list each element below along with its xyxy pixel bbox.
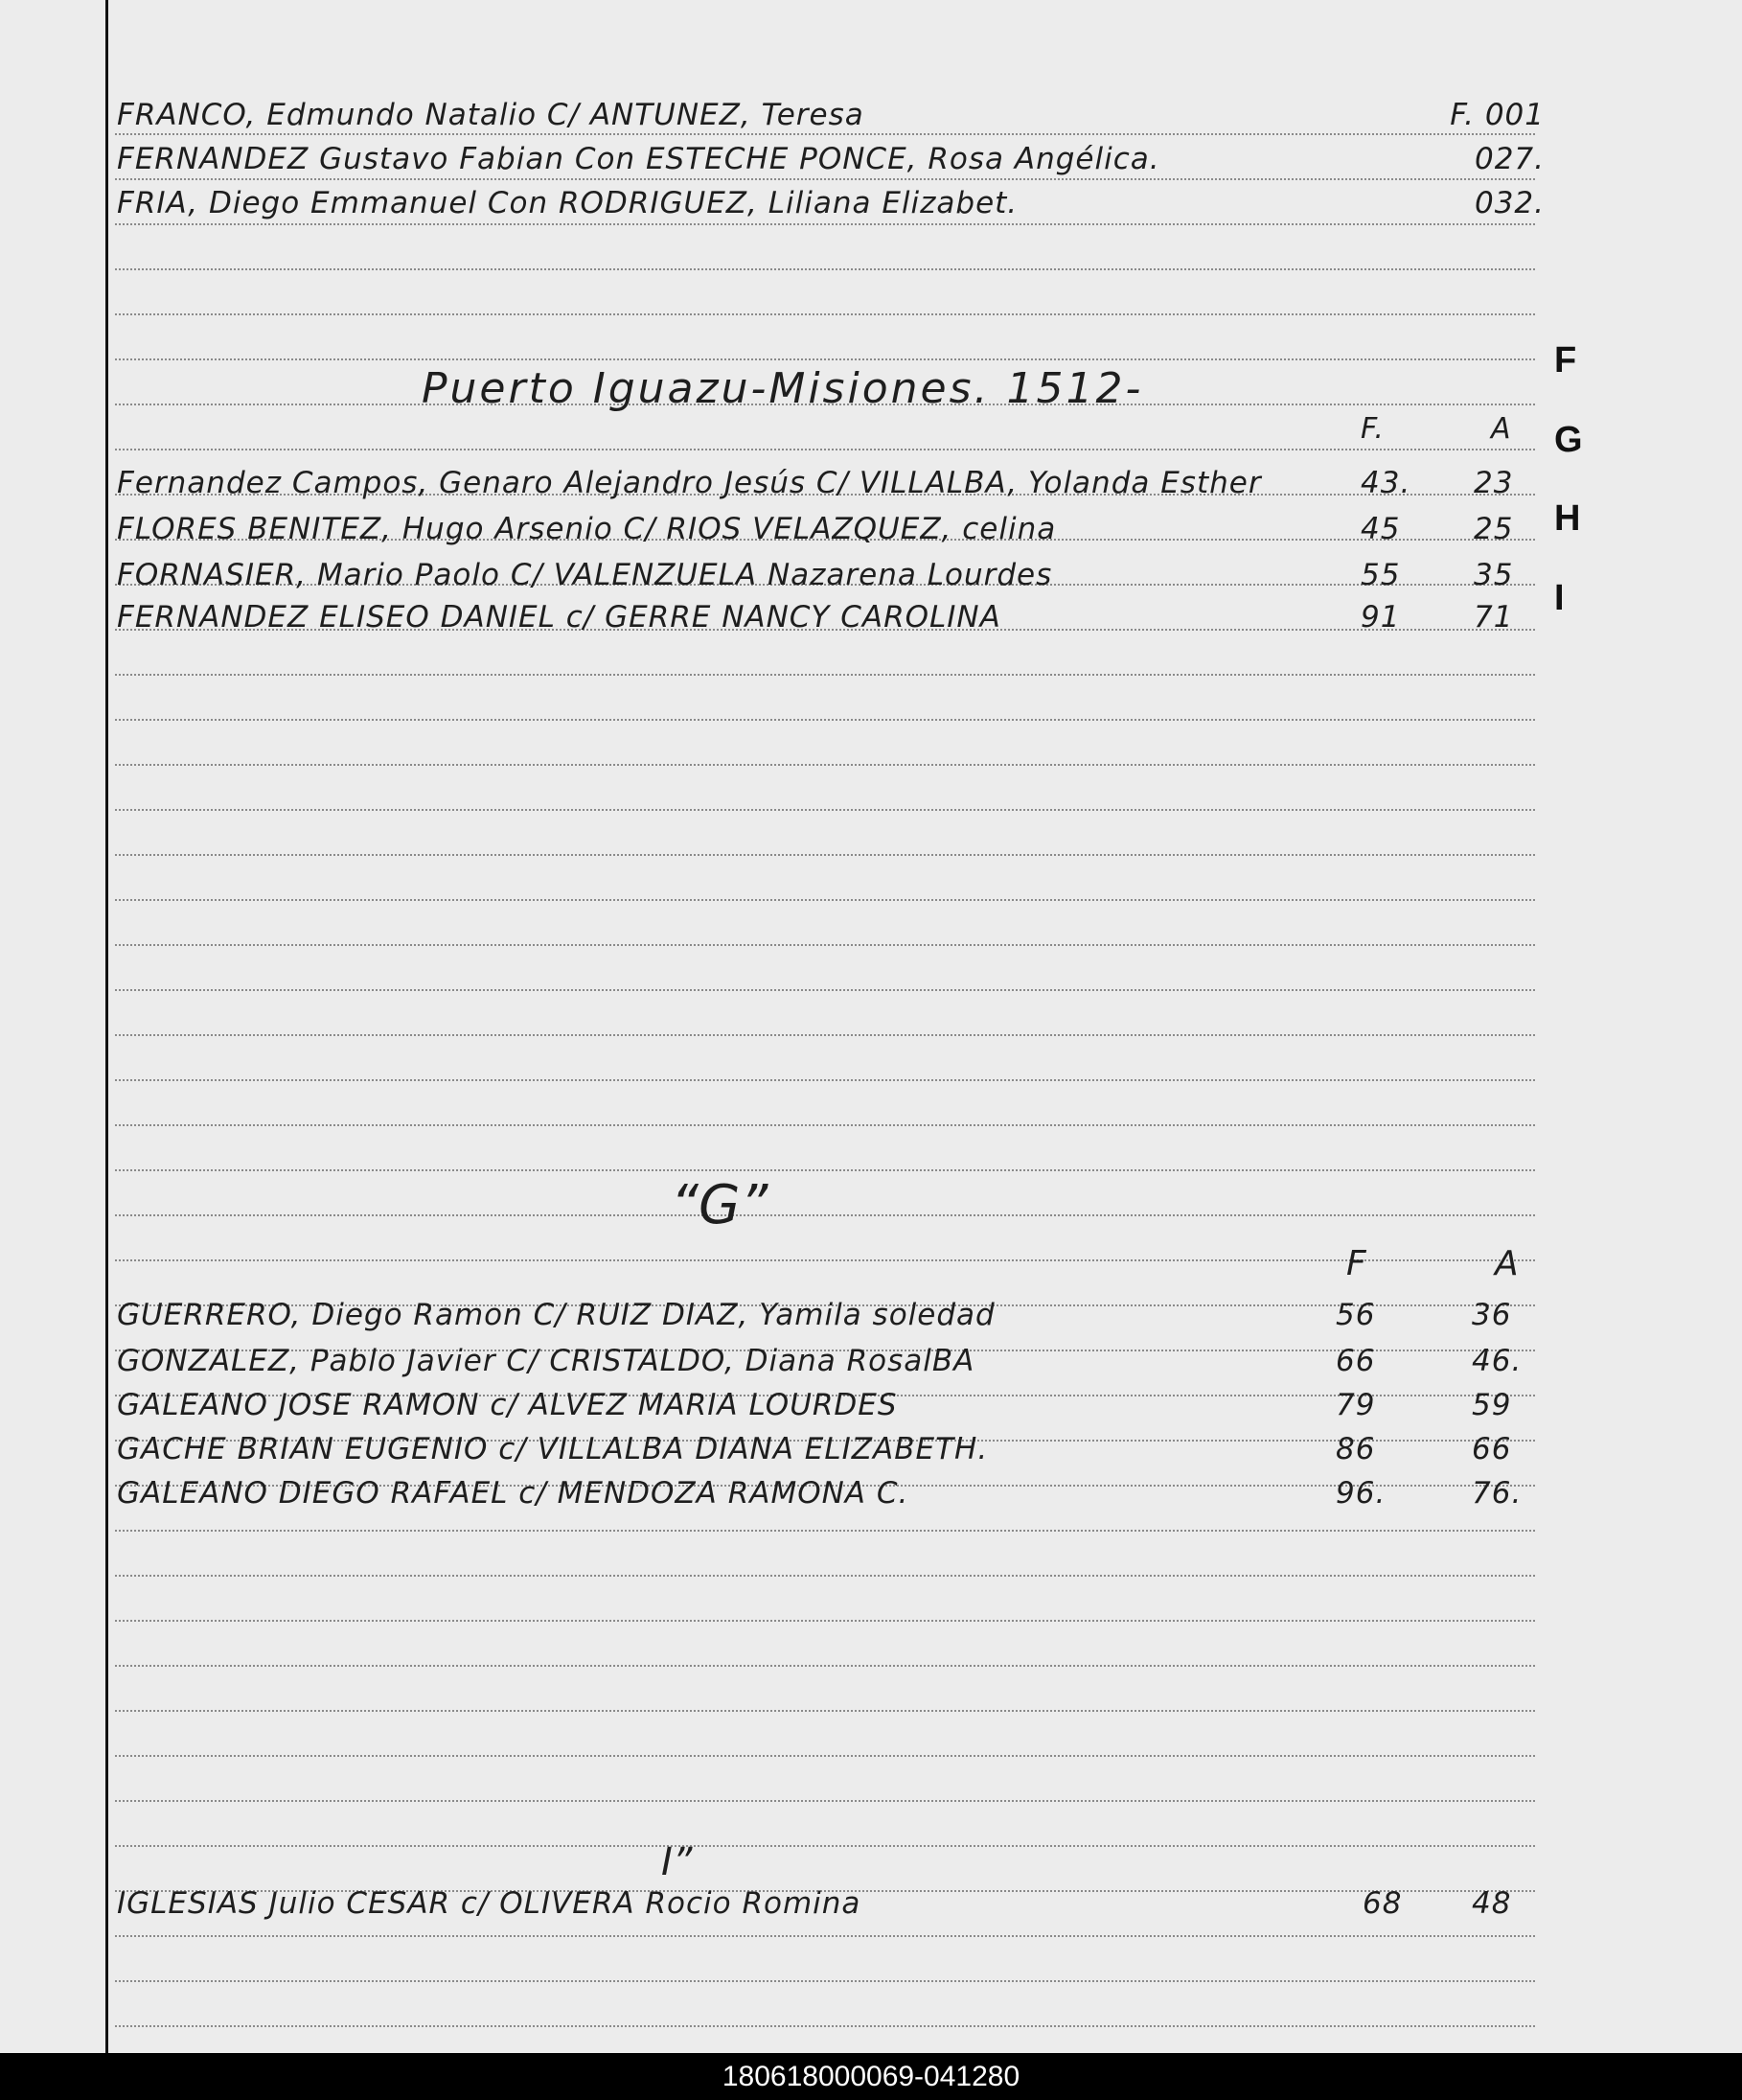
entry-a: 25 (1474, 512, 1514, 546)
ruled-line (115, 268, 1535, 270)
entry-ref: 027. (1474, 142, 1545, 176)
entry-row (117, 1296, 1545, 1338)
entry-row (117, 1884, 1545, 1927)
entry-a: 46. (1472, 1344, 1523, 1378)
section-title: I” (661, 1840, 693, 1884)
entry-f: 91 (1361, 600, 1401, 635)
entry-name: GONZALEZ, Pablo Javier C/ CRISTALDO, Diana RosalBA (117, 1344, 975, 1378)
entry-f: 96. (1336, 1476, 1387, 1511)
ruled-line (115, 1755, 1535, 1757)
entry-ref: F. 001 (1450, 98, 1545, 132)
entry-name: GACHE BRIAN EUGENIO c/ VILLALBA DIANA ELIZABETH. (117, 1432, 989, 1466)
ruled-line (115, 1935, 1535, 1937)
index-tab-g[interactable]: G (1554, 420, 1583, 460)
entry-row (117, 556, 1545, 598)
entry-row (117, 1342, 1545, 1384)
index-tab-h[interactable]: H (1554, 498, 1581, 539)
section-title: “G” (671, 1174, 768, 1236)
entry-name: GALEANO JOSE RAMON c/ ALVEZ MARIA LOURDES (117, 1388, 898, 1422)
column-a-header: A (1495, 1244, 1519, 1283)
ruled-line (115, 1980, 1535, 1982)
ruled-line (115, 1665, 1535, 1667)
ruled-line (115, 809, 1535, 811)
ruled-line (115, 1169, 1535, 1171)
entry-a: 23 (1474, 466, 1514, 500)
entry-f: 56 (1336, 1298, 1376, 1332)
index-tab-f[interactable]: F (1554, 340, 1577, 381)
entry-row (117, 96, 1545, 138)
entry-f: 43. (1361, 466, 1411, 500)
entry-f: 45 (1361, 512, 1401, 546)
ruled-line (115, 674, 1535, 676)
ruled-line (115, 2025, 1535, 2027)
entry-name: FERNANDEZ ELISEO DANIEL c/ GERRE NANCY CAROLINA (117, 600, 1001, 635)
ruled-line (115, 944, 1535, 946)
ruled-line (115, 854, 1535, 856)
section-title: Puerto Iguazu-Misiones. 1512- (422, 364, 1144, 413)
column-f-header: F (1346, 1244, 1366, 1283)
entry-row (117, 1386, 1545, 1428)
entry-name: FORNASIER, Mario Paolo C/ VALENZUELA Nazarena Lourdes (117, 558, 1053, 592)
entry-name: GALEANO DIEGO RAFAEL c/ MENDOZA RAMONA C. (117, 1476, 909, 1511)
margin-line (105, 0, 108, 2053)
ruled-line (115, 313, 1535, 315)
entry-row (117, 1430, 1545, 1472)
index-tab-i[interactable]: I (1554, 578, 1565, 618)
entry-ref: 032. (1474, 186, 1545, 220)
entry-name: FRIA, Diego Emmanuel Con RODRIGUEZ, Liliana Elizabet. (117, 186, 1019, 220)
ruled-line (115, 1575, 1535, 1577)
ruled-line (115, 1620, 1535, 1622)
ruled-line (115, 1530, 1535, 1532)
footer-id: 180618000069-041280 (0, 2053, 1742, 2100)
entry-a: 66 (1472, 1432, 1512, 1466)
entry-a: 71 (1474, 600, 1514, 635)
ruled-line (115, 1710, 1535, 1712)
entry-name: IGLESIAS Julio CESAR c/ OLIVERA Rocio Romina (117, 1886, 861, 1921)
entry-name: Fernandez Campos, Genaro Alejandro Jesús C/ VILLALBA, Yolanda Esther (117, 466, 1262, 500)
entry-name: FERNANDEZ Gustavo Fabian Con ESTECHE PONCE, Rosa Angélica. (117, 142, 1160, 176)
entry-row (117, 140, 1545, 182)
ruled-line (115, 719, 1535, 721)
entry-row (117, 598, 1545, 640)
entry-a: 76. (1472, 1476, 1523, 1511)
entry-a: 48 (1472, 1886, 1512, 1921)
entry-row (117, 464, 1545, 506)
entry-a: 36 (1472, 1298, 1512, 1332)
entry-row (117, 1474, 1545, 1516)
entry-f: 68 (1363, 1886, 1403, 1921)
entry-f: 66 (1336, 1344, 1376, 1378)
ruled-line (115, 1124, 1535, 1126)
entry-a: 35 (1474, 558, 1514, 592)
column-f-header: F. (1361, 412, 1385, 446)
entry-f: 79 (1336, 1388, 1376, 1422)
entry-row (117, 510, 1545, 552)
ruled-line (115, 899, 1535, 901)
ruled-line (115, 764, 1535, 766)
ruled-line (115, 449, 1535, 450)
ruled-line (115, 1214, 1535, 1216)
entry-a: 59 (1472, 1388, 1512, 1422)
entry-name: FRANCO, Edmundo Natalio C/ ANTUNEZ, Teresa (117, 98, 864, 132)
entry-f: 86 (1336, 1432, 1376, 1466)
ruled-line (115, 1259, 1535, 1261)
ruled-line (115, 1845, 1535, 1847)
ruled-line (115, 989, 1535, 991)
entry-f: 55 (1361, 558, 1401, 592)
ruled-line (115, 1079, 1535, 1081)
entry-name: FLORES BENITEZ, Hugo Arsenio C/ RIOS VELAZQUEZ, celina (117, 512, 1057, 546)
entry-name: GUERRERO, Diego Ramon C/ RUIZ DIAZ, Yamila soledad (117, 1298, 996, 1332)
ruled-line (115, 1034, 1535, 1036)
ruled-line (115, 1800, 1535, 1802)
ruled-line (115, 358, 1535, 360)
entry-row (117, 184, 1545, 226)
column-a-header: A (1491, 412, 1512, 446)
